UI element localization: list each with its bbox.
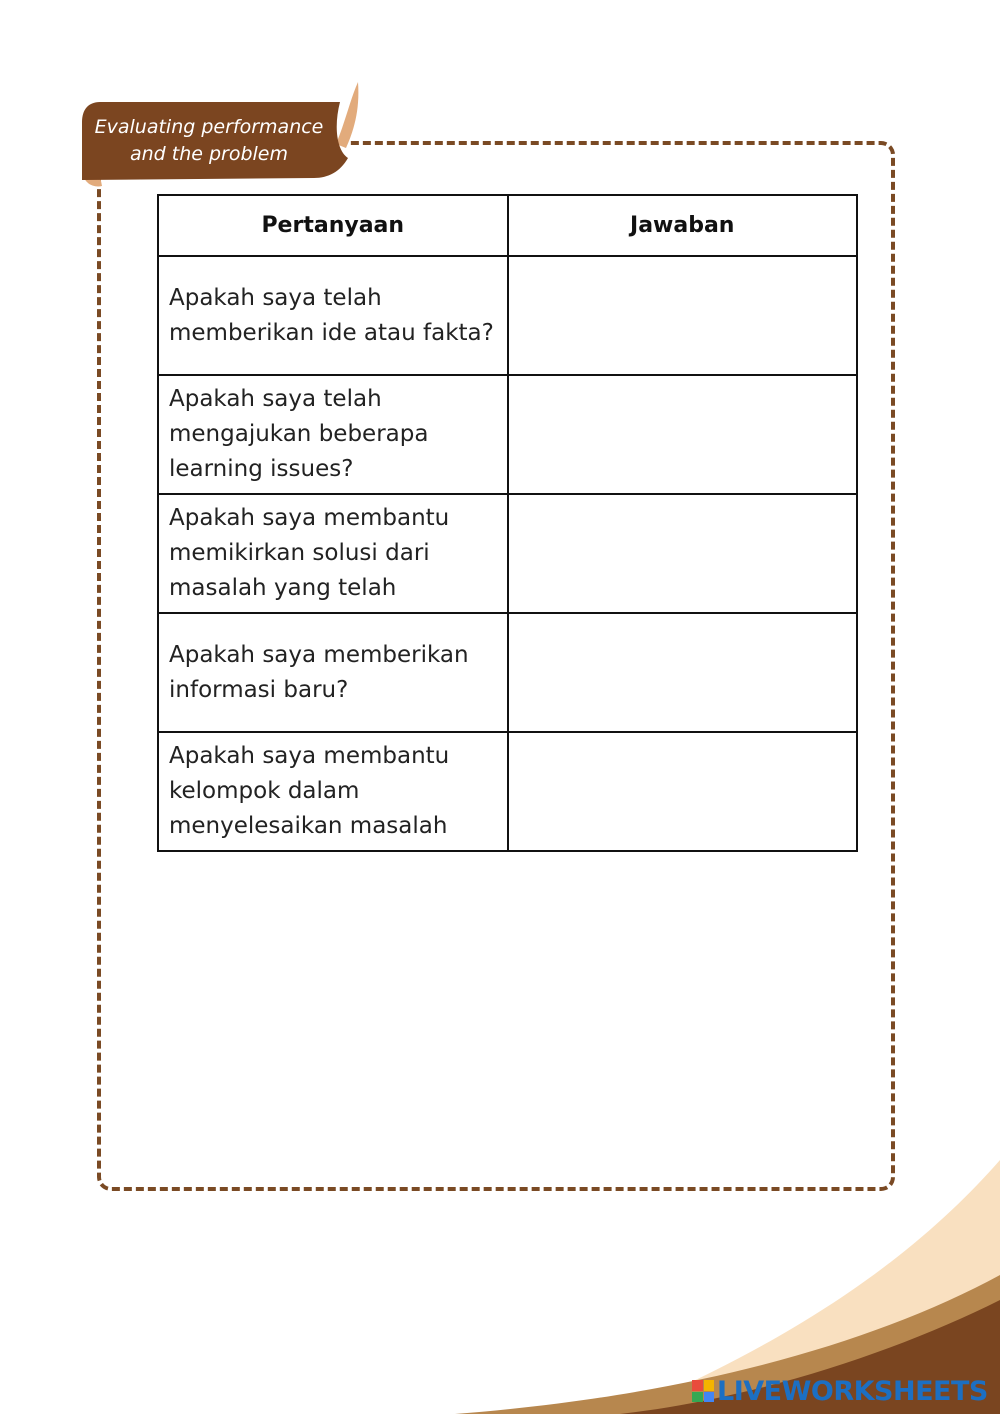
table-header-row bbox=[158, 195, 857, 256]
question-cell: Apakah saya telah mengajukan beberapa learning issues? bbox=[158, 375, 508, 494]
table-row bbox=[158, 613, 857, 732]
answer-cell[interactable] bbox=[508, 375, 858, 494]
header-jawaban: Jawaban bbox=[508, 195, 858, 256]
question-cell: Apakah saya telah memberikan ide atau fakta? bbox=[158, 256, 508, 375]
question-answer-table bbox=[157, 194, 858, 852]
ribbon-title-line-1: Evaluating performance bbox=[94, 116, 324, 138]
table-row bbox=[158, 375, 857, 494]
answer-cell[interactable] bbox=[508, 732, 858, 851]
answer-cell[interactable] bbox=[508, 256, 858, 375]
liveworksheets-logo[interactable] bbox=[692, 1374, 988, 1408]
table-row bbox=[158, 256, 857, 375]
table-row bbox=[158, 494, 857, 613]
header-pertanyaan: Pertanyaan bbox=[158, 195, 508, 256]
logo-text: LIVEWORKSHEETS bbox=[717, 1375, 988, 1407]
answer-cell[interactable] bbox=[508, 494, 858, 613]
question-cell: Apakah saya memberikan informasi baru? bbox=[158, 613, 508, 732]
ribbon-title-line-2: and the problem bbox=[129, 143, 289, 165]
table-row bbox=[158, 732, 857, 851]
section-title-ribbon bbox=[78, 80, 363, 192]
ribbon-title bbox=[84, 114, 334, 168]
logo-grid-icon bbox=[692, 1380, 714, 1402]
question-cell: Apakah saya membantu kelompok dalam menyelesaikan masalah bbox=[158, 732, 508, 851]
question-cell: Apakah saya membantu memikirkan solusi dari masalah yang telah bbox=[158, 494, 508, 613]
answer-cell[interactable] bbox=[508, 613, 858, 732]
